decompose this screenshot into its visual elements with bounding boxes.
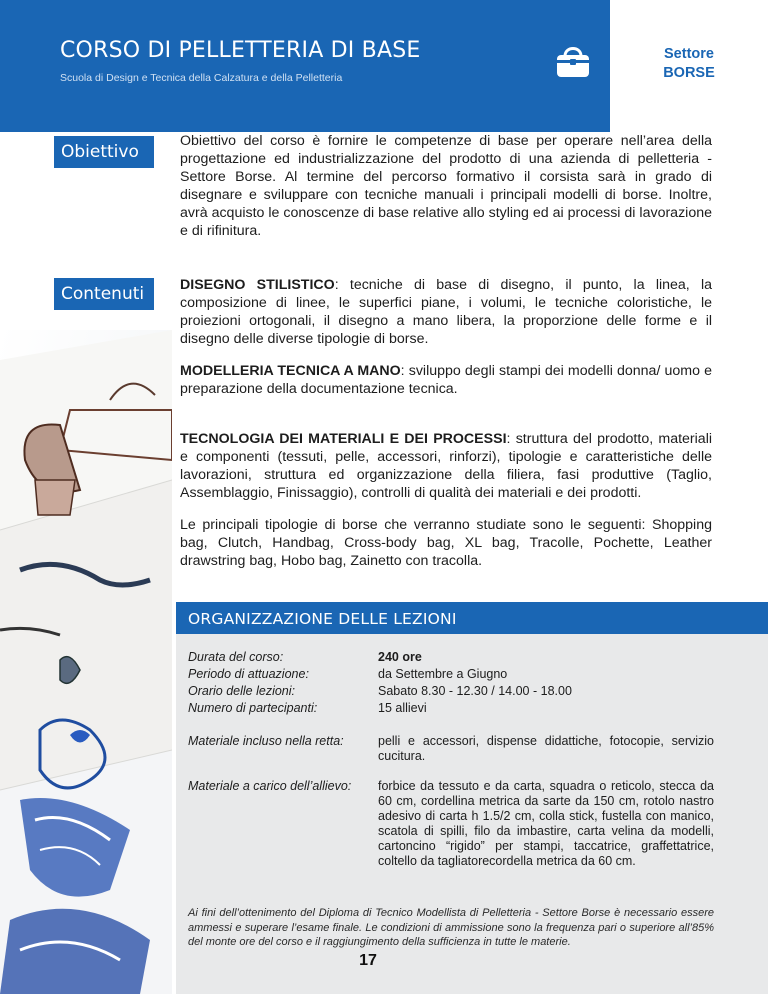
row-value: 240 ore — [378, 650, 422, 664]
row-key: Periodo di attuazione: — [188, 667, 309, 681]
organizzazione-header — [176, 602, 768, 634]
school-subtitle: Scuola di Design e Tecnica della Calzatura e della Pelletteria — [60, 72, 343, 84]
row-value: forbice da tessuto e da carta, squadra o reticolo, stecca da 60 cm, cordellina metrica da sarte da 150 cm, rotolo nastro adesivo di carta h 1.5/2 cm, colla stick, fustella con manico, scatola di spilli, filo da imbastire, carta velina da modelli, cartoncino “rigido” per stampi, taccatrice, graffettatrice, coltello da tagliatorecordella metrica da 60 cm. — [378, 779, 714, 868]
diploma-note: Ai fini dell’ottenimento del Diploma di Tecnico Modellista di Pelletteria - Settore Borse è necessario essere ammessi e superare l’esame finale. Le condizioni di ammissione sono la frequenza pari o superiore all’85% del monte ore del corso e il raggiungimento della sufficienza in tutte le materie. — [188, 907, 714, 948]
content-item-title: DISEGNO STILISTICO — [180, 277, 335, 293]
page-number: 17 — [359, 952, 377, 969]
row-value: da Settembre a Giugno — [378, 667, 508, 681]
row-key: Orario delle lezioni: — [188, 684, 295, 698]
page-header — [0, 0, 768, 132]
row-key: Numero di partecipanti: — [188, 701, 318, 715]
row-value: pelli e accessori, dispense didattiche, fotocopie, servizio cucitura. — [378, 734, 714, 763]
sector-value: BORSE — [663, 65, 715, 81]
content-item-text: : tecniche di base di disegno, il punto, la linea, la composizione di linee, le superfici piane, i volumi, le tecniche coloristiche, le proiezioni ortogonali, il disegno a mano libera, la proporzione delle forme e il disegno delle diverse tipologie di borse. — [180, 277, 713, 347]
organizzazione-panel — [176, 634, 768, 994]
content-item-title: TECNOLOGIA DEI MATERIALI E DEI PROCESSI — [180, 431, 507, 447]
row-key: Materiale a carico dell’allievo: — [188, 779, 352, 793]
content-item-disegno — [180, 276, 712, 348]
content-item-modelleria — [180, 362, 712, 398]
row-value: Sabato 8.30 - 12.30 / 14.00 - 18.00 — [378, 684, 572, 698]
handbag-icon — [553, 40, 593, 80]
obiettivo-text: Obiettivo del corso è fornire le competenze di base per operare nell’area della progettazione ed industrializzazione del prodotto di una azienda di pelletteria - Settore Borse. Al termine del percorso formativo il corsista sarà in grado di disegnare e sviluppare con tecniche manuali i principali modelli di borse. Inoltre, avrà acquisto le conoscenze di base relative allo styling ed ai processi di lavorazione e di rifinitura. — [180, 133, 712, 239]
content-closing: Le principali tipologie di borse che verranno studiate sono le seguenti: Shopping bag, Clutch, Handbag, Cross-body bag, XL bag, Tracolle, Pochette, Leather drawstring bag, Hobo bag, Zainetto con tracolla. — [180, 517, 712, 569]
sector-badge — [610, 0, 768, 132]
content-item-text: : sviluppo degli stampi dei modelli donna/ uomo e preparazione della documentazione tecnica. — [180, 363, 712, 397]
content-item-tecnologia — [180, 430, 712, 502]
course-title: CORSO DI PELLETTERIA DI BASE — [60, 38, 421, 63]
section-label-obiettivo: Obiettivo — [54, 136, 154, 168]
bag-sketches-photo — [0, 330, 172, 994]
row-value: 15 allievi — [378, 701, 427, 715]
organizzazione-title: ORGANIZZAZIONE DELLE LEZIONI — [188, 610, 457, 628]
row-key: Materiale incluso nella retta: — [188, 734, 344, 748]
row-key: Durata del corso: — [188, 650, 284, 664]
sector-label: Settore — [664, 46, 714, 62]
content-item-text: : struttura del prodotto, materiali e componenti (tessuti, pelle, accessori, rinforzi), tipologie e caratteristiche delle lavorazioni, struttura ed organizzazione della filiera, fasi produttive (Taglio, Assemblaggio, Finissaggio), controlli di qualità dei materiali e dei prodotti. — [180, 431, 712, 501]
content-item-title: MODELLERIA TECNICA A MANO — [180, 363, 401, 379]
section-label-contenuti: Contenuti — [54, 278, 154, 310]
